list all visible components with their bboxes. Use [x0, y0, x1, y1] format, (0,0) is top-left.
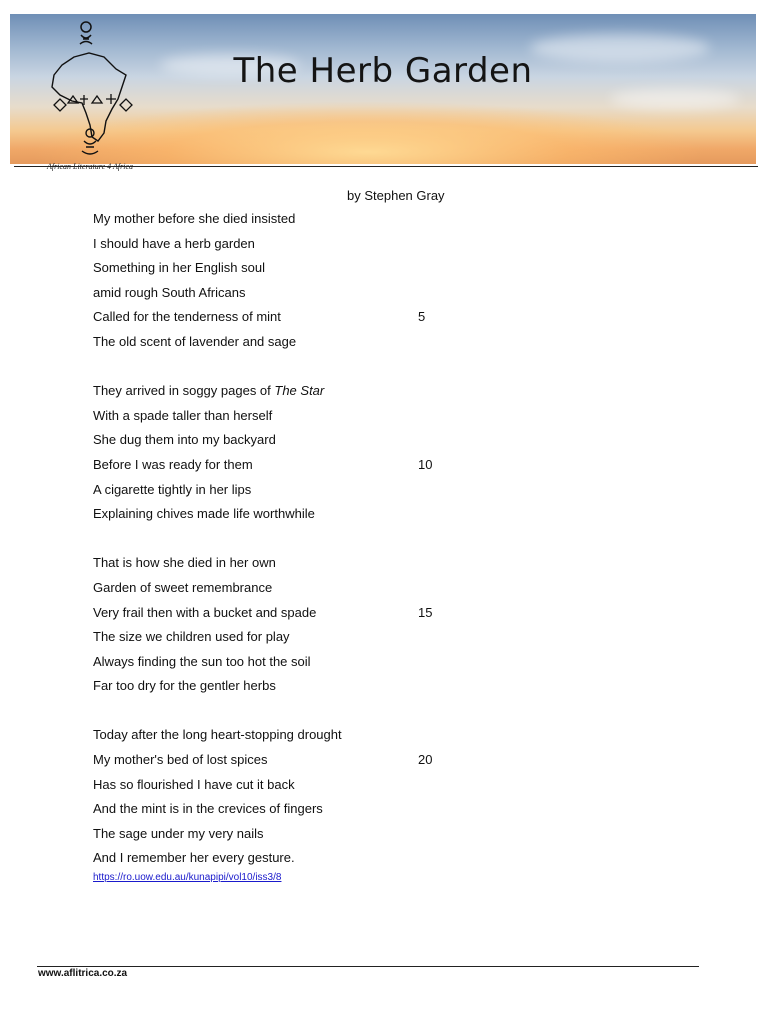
poem-line — [93, 723, 513, 748]
poem-line — [93, 453, 513, 478]
poem-line — [93, 256, 513, 281]
poem-line-text: And the mint is in the crevices of fingers — [93, 801, 323, 817]
poem-line — [93, 650, 513, 675]
poem-body — [93, 207, 513, 871]
poem-line-text: Far too dry for the gentler herbs — [93, 678, 276, 694]
poem-line — [93, 502, 513, 527]
poem-line-italic: The Star — [274, 383, 325, 399]
poem-line — [93, 305, 513, 330]
footer-website: www.aflitrica.co.za — [38, 968, 128, 979]
poem-line-text: She dug them into my backyard — [93, 432, 276, 448]
line-number: 15 — [418, 604, 433, 620]
poem-line-text: Very frail then with a bucket and spade — [93, 604, 317, 620]
stanza-break — [93, 699, 513, 724]
poem-line — [93, 822, 513, 847]
source-link[interactable]: https://ro.uow.edu.au/kunapipi/vol10/iss3/8 — [93, 872, 282, 883]
cloud-decoration — [610, 89, 740, 109]
poem-line-text: The sage under my very nails — [93, 825, 264, 841]
poem-line-text: The size we children used for play — [93, 629, 290, 645]
poem-line-text: Garden of sweet remembrance — [93, 579, 273, 595]
stanza-break — [93, 355, 513, 380]
poem-line — [93, 428, 513, 453]
poem-line-text: I should have a herb garden — [93, 235, 255, 251]
poem-line-text: Called for the tenderness of mint — [93, 309, 281, 325]
author-byline: by Stephen Gray — [347, 188, 445, 203]
poem-line — [93, 601, 513, 626]
poem-line-text: The old scent of lavender and sage — [93, 333, 297, 349]
line-number: 20 — [418, 752, 433, 768]
poem-line-text: My mother before she died insisted — [93, 211, 296, 226]
poem-line-text: That is how she died in her own — [93, 555, 276, 571]
poem-line — [93, 232, 513, 257]
poem-line-text: My mother's bed of lost spices — [93, 752, 268, 768]
footer-divider — [37, 966, 699, 967]
poem-line — [93, 773, 513, 798]
poem-line — [93, 404, 513, 429]
poem-line-text: Something in her English soul — [93, 260, 265, 276]
poem-line — [93, 551, 513, 576]
poem-line — [93, 207, 513, 232]
header-divider — [14, 166, 758, 167]
poem-line — [93, 281, 513, 306]
line-number: 10 — [418, 456, 433, 472]
page-title: The Herb Garden — [233, 51, 533, 91]
poem-line — [93, 846, 513, 871]
poem-line-text: With a spade taller than herself — [93, 407, 273, 423]
poem-line — [93, 330, 513, 355]
line-number: 5 — [418, 309, 426, 325]
poem-line-text: Before I was ready for them — [93, 456, 253, 472]
poem-line — [93, 748, 513, 773]
poem-line-text: A cigarette tightly in her lips — [93, 481, 252, 497]
stanza-break — [93, 527, 513, 552]
poem-line-text: Explaining chives made life worthwhile — [93, 506, 315, 522]
header-banner — [10, 14, 756, 164]
poem-line — [93, 576, 513, 601]
poem-line — [93, 478, 513, 503]
poem-line — [93, 625, 513, 650]
poem-line-text: They arrived in soggy pages of — [93, 383, 275, 399]
poem-line-text: Today after the long heart-stopping drought — [93, 727, 342, 743]
poem-line — [93, 797, 513, 822]
poem-line-text: amid rough South Africans — [93, 284, 246, 300]
poem-line-text: Always finding the sun too hot the soil — [93, 653, 311, 669]
poem-line — [93, 379, 513, 404]
poem-line-text: Has so flourished I have cut it back — [93, 776, 295, 792]
poem-line-text: And I remember her every gesture. — [93, 850, 295, 866]
poem-line — [93, 674, 513, 699]
